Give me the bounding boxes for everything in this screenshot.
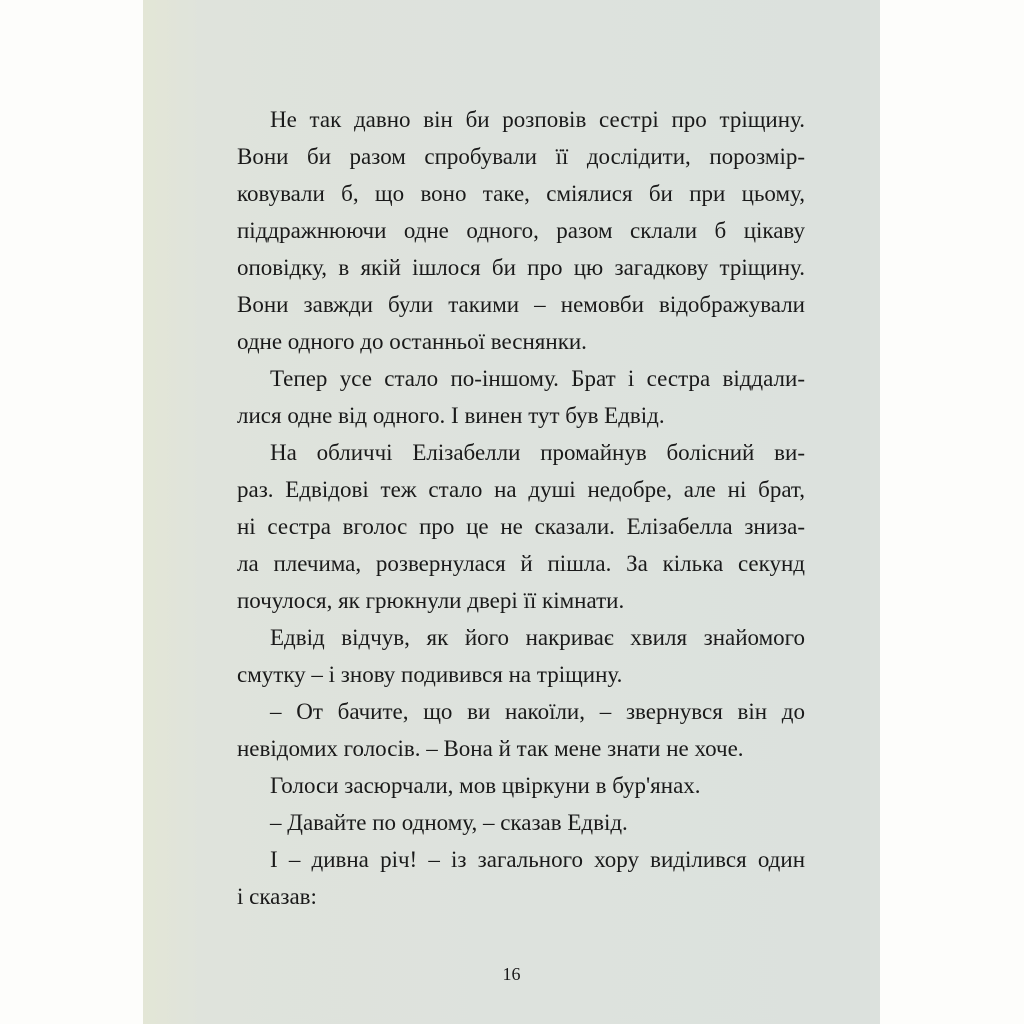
text-line: – От бачите, що ви накоїли, – звернувся він до — [270, 699, 805, 724]
text-line: лися одне від одного. І винен тут був Едвід. — [237, 403, 665, 428]
text-line: смутку – і знову подивився на тріщину. — [237, 662, 623, 687]
text-line: Вони би разом спробували її дослідити, порозмір- — [237, 144, 805, 169]
text-line: Вони завжди були такими – немовби відображували — [237, 292, 805, 317]
paragraph — [237, 693, 805, 767]
text-line: оповідку, в якій ішлося би про цю загадкову тріщину. — [237, 255, 805, 280]
text-line: піддражнюючи одне одного, разом склали б цікаву — [237, 218, 805, 243]
text-line: Едвід відчув, як його накриває хвиля знайомого — [270, 625, 805, 650]
paragraph — [237, 360, 805, 434]
paragraph — [237, 101, 805, 360]
text-line: На обличчі Елізабелли промайнув болісний ви- — [270, 440, 805, 465]
text-line: ковували б, що воно таке, сміялися би при цьому, — [237, 181, 805, 206]
text-line: Голоси засюрчали, мов цвіркуни в бур'янах. — [270, 773, 701, 798]
text-line: Не так давно він би розповів сестрі про тріщину. — [270, 107, 805, 132]
paragraph — [237, 434, 805, 619]
paragraph — [237, 767, 805, 804]
text-line: ні сестра вголос про це не сказали. Елізабелла зниза- — [237, 514, 805, 539]
book-page — [143, 0, 880, 1024]
text-line: почулося, як грюкнули двері її кімнати. — [237, 588, 625, 613]
text-line: ла плечима, розвернулася й пішла. За кілька секунд — [237, 551, 805, 576]
body-text — [237, 101, 805, 915]
paragraph — [237, 804, 805, 841]
text-line: Тепер усе стало по-іншому. Брат і сестра віддали- — [270, 366, 805, 391]
text-line: і сказав: — [237, 884, 317, 909]
text-line: одне одного до останньої веснянки. — [237, 329, 587, 354]
text-line: раз. Едвідові теж стало на душі недобре, але ні брат, — [237, 477, 805, 502]
page-number: 16 — [502, 964, 521, 984]
text-line: невідомих голосів. – Вона й так мене знати не хоче. — [237, 736, 744, 761]
paragraph — [237, 619, 805, 693]
text-line: І – дивна річ! – із загального хору виділився один — [270, 847, 805, 872]
text-line: – Давайте по одному, – сказав Едвід. — [270, 810, 628, 835]
paragraph — [237, 841, 805, 915]
